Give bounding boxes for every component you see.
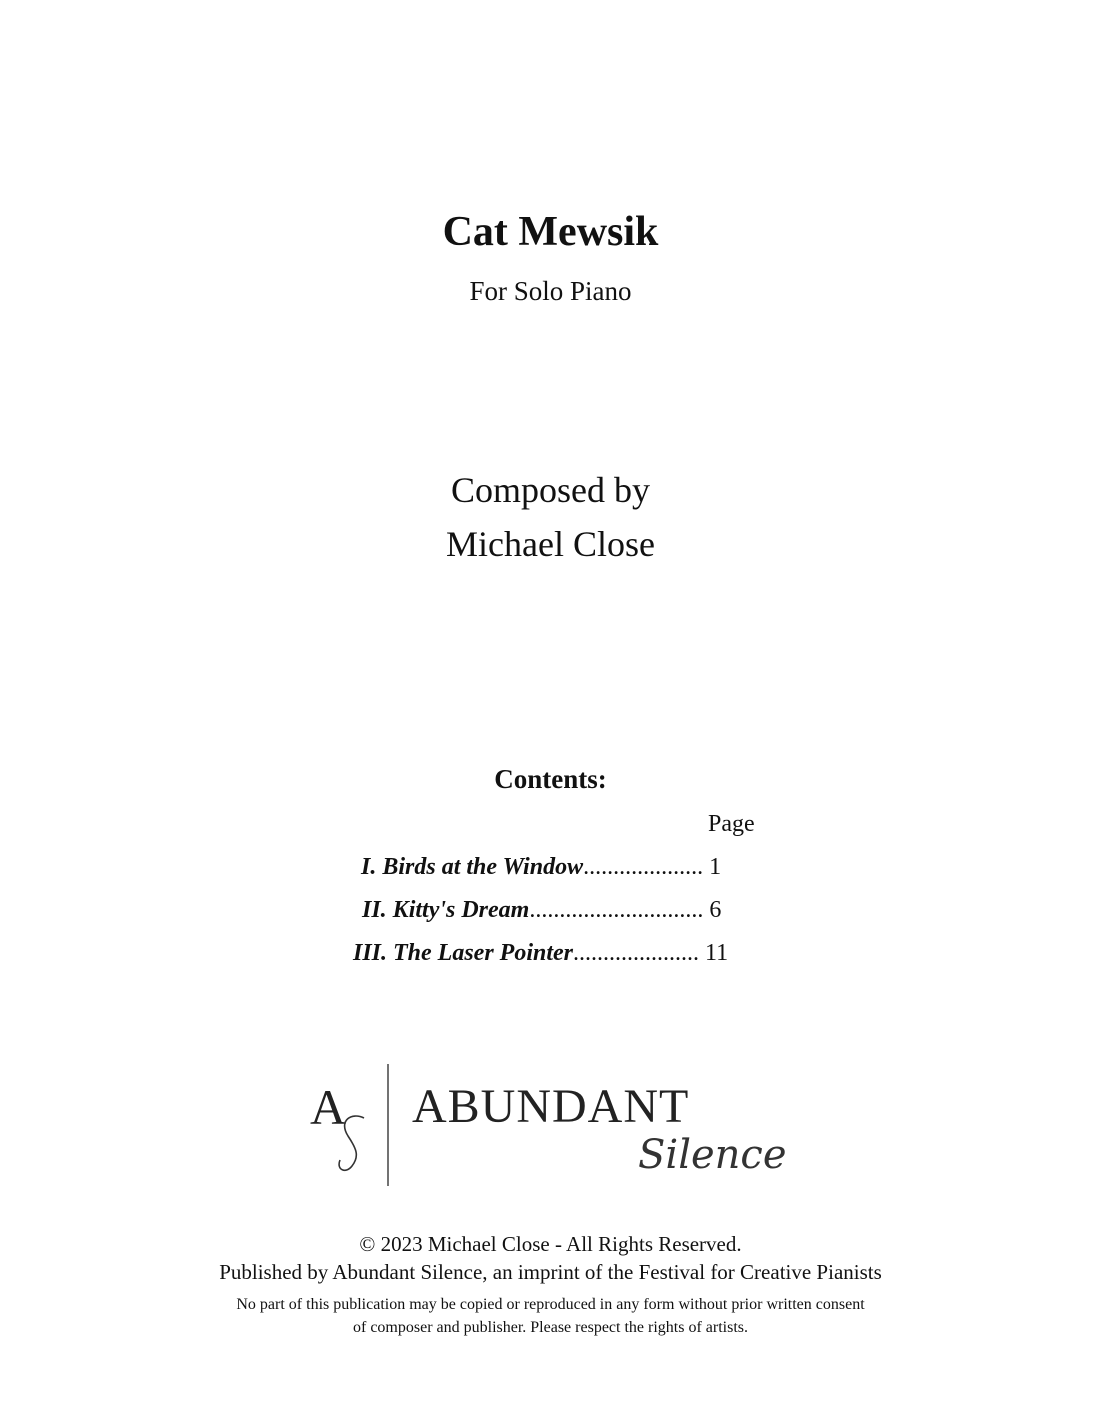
- toc-entry-leader: .....................: [573, 940, 700, 966]
- composed-by-label: Composed by: [450, 470, 650, 510]
- toc-entry-title: III. The Laser Pointer: [353, 940, 574, 966]
- instrumentation-subtitle: For Solo Piano: [469, 276, 632, 306]
- rights-notice-line-1: No part of this publication may be copied or reproduced in any form without prior written consent: [236, 1296, 865, 1313]
- toc-entry-title: I. Birds at the Window: [361, 854, 584, 880]
- toc-entry-page: 11: [705, 940, 729, 966]
- logo-script-silence: Silence: [638, 1132, 787, 1178]
- toc-entry-page: 6: [709, 897, 722, 923]
- rights-notice-line-2: of composer and publisher. Please respect the rights of artists.: [352, 1319, 748, 1336]
- toc-entry: [362, 895, 721, 925]
- composer-name: Michael Close: [446, 524, 655, 564]
- publisher-line: Published by Abundant Silence, an imprint of the Festival for Creative Pianists: [219, 1260, 882, 1284]
- copyright-line: © 2023 Michael Close - All Rights Reserved.: [359, 1232, 742, 1256]
- toc-entry: [361, 852, 721, 882]
- contents-heading: Contents:: [494, 764, 607, 794]
- logo-wordmark: ABUNDANT: [412, 1080, 690, 1133]
- page-column-label: Page: [708, 811, 755, 837]
- toc-entry-leader: ....................: [583, 854, 704, 880]
- score-title: Cat Mewsik: [442, 209, 659, 255]
- toc-entry-title: II. Kitty's Dream: [362, 897, 530, 923]
- toc-entry-page: 1: [709, 854, 722, 880]
- toc-entry: [353, 938, 728, 968]
- toc-entry-leader: .............................: [529, 897, 704, 923]
- abundant-silence-logo: [308, 1060, 808, 1190]
- logo-monogram-a: A: [310, 1079, 347, 1135]
